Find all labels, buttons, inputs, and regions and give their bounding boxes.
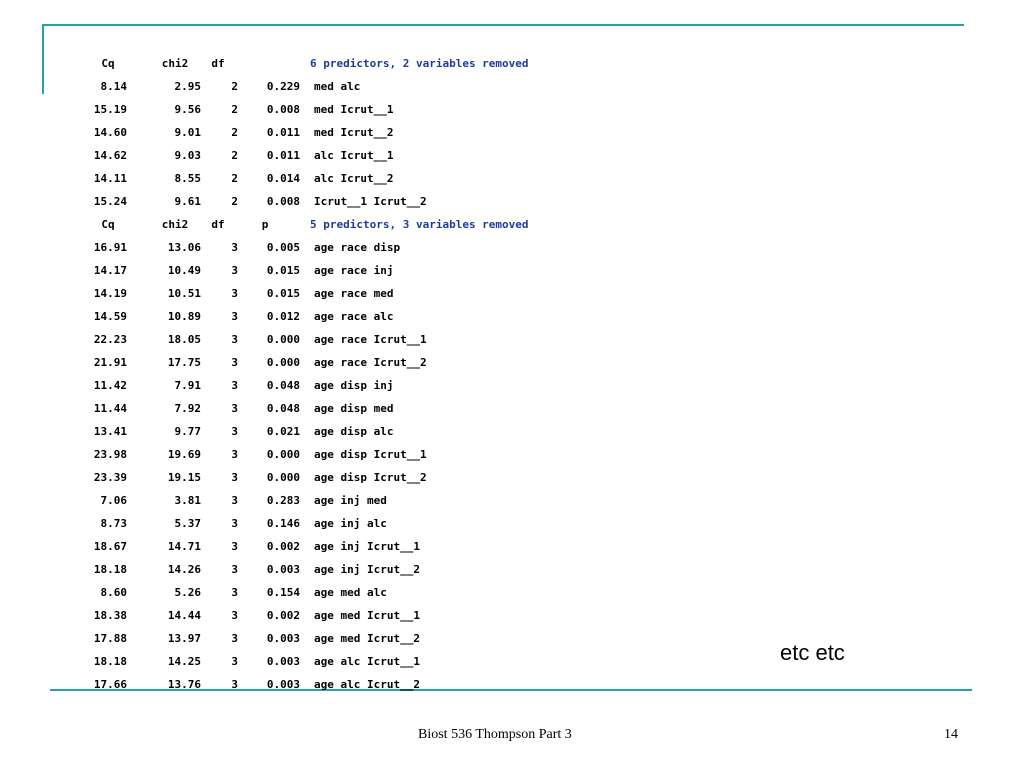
cell-variables: alc Icrut__1: [314, 149, 394, 162]
cell-chi2: 7.91: [174, 379, 201, 392]
cell-variables: Icrut__1 Icrut__2: [314, 195, 427, 208]
table-header-row: [72, 52, 692, 75]
cell-variables: age alc Icrut__2: [314, 678, 420, 691]
cell-variables: age race Icrut__2: [314, 356, 427, 369]
cell-p: 0.002: [266, 609, 300, 622]
cell-df: 3: [231, 494, 238, 507]
footer-title: Biost 536 Thompson Part 3: [418, 727, 572, 742]
cell-variables: age alc Icrut__1: [314, 655, 420, 668]
table-row: [72, 121, 692, 144]
cell-df: 3: [231, 333, 238, 346]
cell-cq: 8.73: [100, 517, 127, 530]
cell-df: 3: [231, 356, 238, 369]
cell-variables: age race Icrut__1: [314, 333, 427, 346]
cell-df: 3: [231, 471, 238, 484]
table-row: [72, 535, 692, 558]
cell-df: 2: [231, 80, 238, 93]
cell-chi2: 14.26: [167, 563, 201, 576]
cell-df: 3: [231, 287, 238, 300]
cell-chi2: 9.77: [174, 425, 201, 438]
table-row: [72, 397, 692, 420]
cell-df: 3: [231, 586, 238, 599]
cell-cq: 18.38: [93, 609, 127, 622]
cell-df: 3: [231, 655, 238, 668]
cell-variables: alc Icrut__2: [314, 172, 394, 185]
cell-variables: age disp alc: [314, 425, 394, 438]
cell-cq: 17.66: [93, 678, 127, 691]
cell-cq: 7.06: [100, 494, 127, 507]
cell-chi2: 3.81: [174, 494, 201, 507]
etc-note: etc etc: [780, 640, 845, 665]
cell-variables: age race disp: [314, 241, 401, 254]
cell-chi2: 13.97: [167, 632, 201, 645]
cell-p: 0.283: [266, 494, 300, 507]
cell-chi2: 14.71: [167, 540, 201, 553]
cell-chi2: 19.69: [167, 448, 201, 461]
table-row: [72, 581, 692, 604]
cell-df: 3: [231, 241, 238, 254]
cell-cq: 15.19: [93, 103, 127, 116]
cell-p: 0.000: [266, 356, 300, 369]
cell-chi2: 5.26: [174, 586, 201, 599]
cell-cq: 18.18: [93, 563, 127, 576]
cell-cq: 17.88: [93, 632, 127, 645]
cell-p: 0.021: [266, 425, 300, 438]
cell-df: 3: [231, 402, 238, 415]
table-row: [72, 259, 692, 282]
cell-variables: age inj Icrut__1: [314, 540, 420, 553]
page-number: 14: [944, 727, 958, 742]
cell-p: 0.002: [266, 540, 300, 553]
cell-cq: 23.39: [93, 471, 127, 484]
cell-chi2: 5.37: [174, 517, 201, 530]
cell-p: 0.048: [266, 379, 300, 392]
cell-variables: age inj med: [314, 494, 387, 507]
cell-chi2: 10.49: [167, 264, 201, 277]
table-row: [72, 282, 692, 305]
table-row: [72, 236, 692, 259]
section-title: 5 predictors, 3 variables removed: [310, 218, 529, 231]
cell-cq: 23.98: [93, 448, 127, 461]
cell-p: 0.008: [266, 103, 300, 116]
table-row: [72, 98, 692, 121]
cell-cq: 18.67: [93, 540, 127, 553]
cell-p: 0.011: [266, 149, 300, 162]
cell-chi2: 10.89: [167, 310, 201, 323]
cell-p: 0.003: [266, 563, 300, 576]
cell-variables: med alc: [314, 80, 361, 93]
cell-variables: age disp Icrut__1: [314, 448, 427, 461]
table-row: [72, 351, 692, 374]
cell-chi2: 9.03: [174, 149, 201, 162]
results-table: [72, 52, 692, 692]
cell-cq: 14.11: [93, 172, 127, 185]
header-chi2: chi2: [161, 57, 189, 70]
cell-variables: age race alc: [314, 310, 394, 323]
header-p: p: [261, 218, 269, 231]
header-chi2: chi2: [161, 218, 189, 231]
cell-p: 0.048: [266, 402, 300, 415]
cell-cq: 14.19: [93, 287, 127, 300]
cell-cq: 14.17: [93, 264, 127, 277]
table-header-row: [72, 213, 692, 236]
cell-variables: age inj alc: [314, 517, 387, 530]
cell-df: 2: [231, 126, 238, 139]
cell-variables: age race inj: [314, 264, 394, 277]
cell-chi2: 13.76: [167, 678, 201, 691]
cell-p: 0.000: [266, 333, 300, 346]
cell-variables: age med Icrut__1: [314, 609, 420, 622]
cell-cq: 21.91: [93, 356, 127, 369]
cell-variables: age disp med: [314, 402, 394, 415]
table-row: [72, 144, 692, 167]
cell-p: 0.012: [266, 310, 300, 323]
table-row: [72, 443, 692, 466]
cell-variables: age race med: [314, 287, 394, 300]
cell-variables: age disp Icrut__2: [314, 471, 427, 484]
table-row: [72, 558, 692, 581]
cell-cq: 14.60: [93, 126, 127, 139]
cell-df: 3: [231, 678, 238, 691]
cell-df: 3: [231, 517, 238, 530]
table-row: [72, 75, 692, 98]
table-row: [72, 420, 692, 443]
cell-df: 2: [231, 195, 238, 208]
cell-df: 3: [231, 448, 238, 461]
table-row: [72, 328, 692, 351]
header-df: df: [211, 218, 225, 231]
table-row: [72, 374, 692, 397]
cell-p: 0.003: [266, 678, 300, 691]
cell-p: 0.011: [266, 126, 300, 139]
cell-variables: age inj Icrut__2: [314, 563, 420, 576]
cell-variables: med Icrut__2: [314, 126, 394, 139]
table-row: [72, 673, 692, 692]
section-title: 6 predictors, 2 variables removed: [310, 57, 529, 70]
cell-p: 0.000: [266, 471, 300, 484]
cell-chi2: 14.25: [167, 655, 201, 668]
cell-p: 0.014: [266, 172, 300, 185]
cell-cq: 14.62: [93, 149, 127, 162]
cell-p: 0.003: [266, 655, 300, 668]
cell-cq: 11.44: [93, 402, 127, 415]
cell-cq: 14.59: [93, 310, 127, 323]
cell-chi2: 19.15: [167, 471, 201, 484]
table-row: [72, 167, 692, 190]
header-df: df: [211, 57, 225, 70]
table-row: [72, 190, 692, 213]
cell-variables: age med alc: [314, 586, 387, 599]
cell-variables: age med Icrut__2: [314, 632, 420, 645]
table-row: [72, 466, 692, 489]
cell-cq: 15.24: [93, 195, 127, 208]
cell-p: 0.146: [266, 517, 300, 530]
cell-df: 3: [231, 540, 238, 553]
top-rule: [42, 24, 964, 26]
cell-df: 2: [231, 149, 238, 162]
cell-cq: 11.42: [93, 379, 127, 392]
cell-p: 0.229: [266, 80, 300, 93]
table-row: [72, 627, 692, 650]
table-row: [72, 489, 692, 512]
cell-chi2: 9.01: [174, 126, 201, 139]
cell-chi2: 10.51: [167, 287, 201, 300]
table-row: [72, 650, 692, 673]
cell-chi2: 8.55: [174, 172, 201, 185]
table-row: [72, 512, 692, 535]
cell-cq: 8.60: [100, 586, 127, 599]
cell-chi2: 2.95: [174, 80, 201, 93]
cell-variables: age disp inj: [314, 379, 394, 392]
cell-cq: 8.14: [100, 80, 127, 93]
header-cq: Cq: [101, 57, 115, 70]
cell-p: 0.005: [266, 241, 300, 254]
cell-df: 3: [231, 563, 238, 576]
cell-df: 3: [231, 425, 238, 438]
cell-df: 3: [231, 609, 238, 622]
cell-p: 0.000: [266, 448, 300, 461]
cell-df: 3: [231, 632, 238, 645]
table-row: [72, 305, 692, 328]
cell-cq: 16.91: [93, 241, 127, 254]
left-rule: [42, 24, 44, 94]
cell-p: 0.008: [266, 195, 300, 208]
cell-df: 2: [231, 172, 238, 185]
cell-df: 3: [231, 379, 238, 392]
cell-variables: med Icrut__1: [314, 103, 394, 116]
cell-cq: 18.18: [93, 655, 127, 668]
cell-chi2: 7.92: [174, 402, 201, 415]
cell-chi2: 18.05: [167, 333, 201, 346]
cell-p: 0.015: [266, 264, 300, 277]
cell-p: 0.154: [266, 586, 300, 599]
cell-chi2: 13.06: [167, 241, 201, 254]
cell-cq: 22.23: [93, 333, 127, 346]
cell-cq: 13.41: [93, 425, 127, 438]
cell-chi2: 14.44: [167, 609, 201, 622]
table-row: [72, 604, 692, 627]
cell-chi2: 9.56: [174, 103, 201, 116]
cell-df: 3: [231, 264, 238, 277]
cell-chi2: 9.61: [174, 195, 201, 208]
cell-p: 0.003: [266, 632, 300, 645]
cell-p: 0.015: [266, 287, 300, 300]
cell-df: 2: [231, 103, 238, 116]
header-cq: Cq: [101, 218, 115, 231]
cell-df: 3: [231, 310, 238, 323]
cell-chi2: 17.75: [167, 356, 201, 369]
